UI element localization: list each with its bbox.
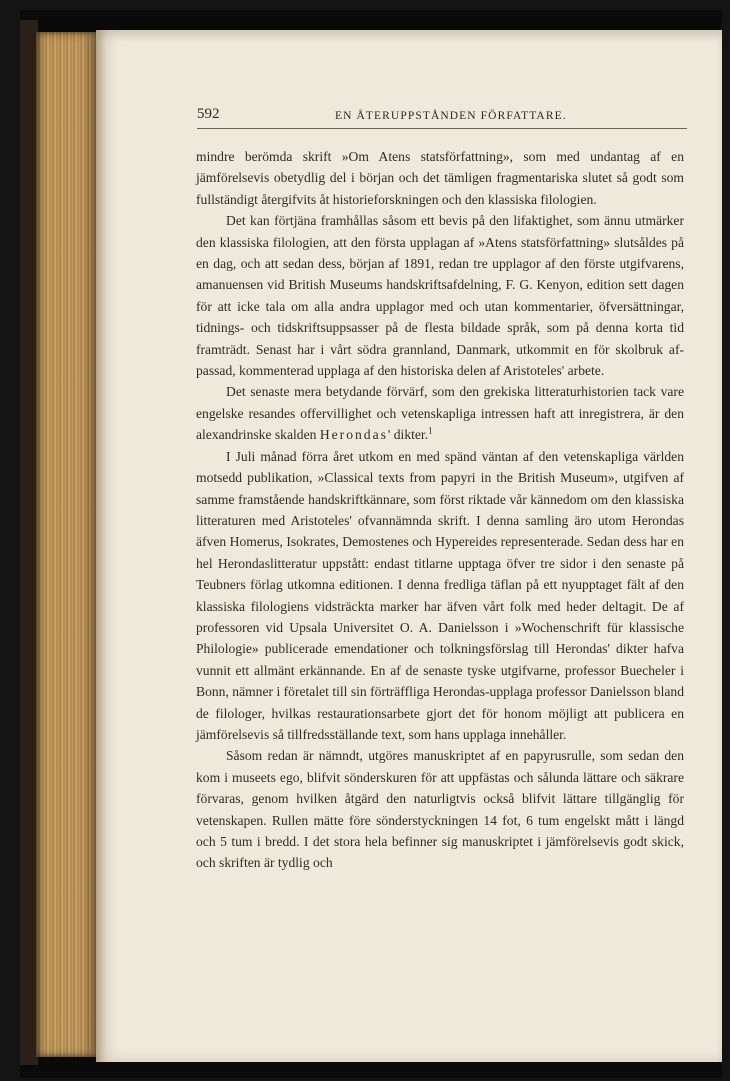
paragraph-3-end: ' dikter.	[387, 427, 429, 443]
paragraph-1: mindre berömda skrift »Om Atens statsförfattning», som med undantag af en jämförelsevis obetydlig del i början och det tämligen fragmentariska slutet så godt som fullständigt återgifvits åt historieforskningen och den klassiska filologien.	[196, 149, 684, 207]
gutter-shadow	[96, 30, 106, 1062]
paragraph-2: Det kan förtjäna framhållas såsom ett bevis på den lifaktighet, som ännu utmärker den klassiska filologien, att den första upplagan af »Atens statsförfattning» slutsåldes på en dag, och att sedan dess, början af 1891, redan tre upplagor af den förste utgifvarens, amanuensen vid British Museums handskriftsafdelning, F. G. Kenyon, edition sett dagen för att icke tala om alla andra upplagor med och utan kommentarier, öfversättningar, tidnings- och tidskriftsuppsasser på de flesta bildade språk, som på denna korta tid framträdt. Senast har i vårt södra grannland, Danmark, utkommit en för skolbruk afpassad, kommenterad upplaga af den historiska delen af Aristoteles' arbete.	[196, 213, 684, 379]
poet-name: Herondas	[319, 427, 388, 443]
page-edges	[36, 32, 96, 1057]
paragraph-5: Såsom redan är nämndt, utgöres manuskriptet af en papyrusrulle, som sedan den kom i museets ego, blifvit sönderskuren för att uppfästas och sålunda lättare och säkrare förvaras, genom hvilken åtgärd den naturligtvis också blifvit lättare tillgänglig för vetenskapen. Rullen mätte före sönderstyckningen 14 fot, 6 tum engelskt mått i längd och 5 tum i bredd. I det stora hela befinner sig manuskriptet i jämförelsevis godt skick, och skriften är tydlig och	[196, 748, 684, 871]
paragraph-4: I Juli månad förra året utkom en med spänd väntan af den vetenskapliga världen motsedd publikation, »Classical texts from papyri in the British Museum», utgifven af samme framstående handskriftkännare, som först riktade vår kännedom om den klassiska litteraturen med Aristoteles' ofvannämnda skrift. I denna samling äro utom Herondas äfven Homerus, Isokrates, Demostenes och Hypereides representerade. Sedan dess har en hel Herondaslitteratur uppstått: endast titlarne upptaga öfver tre sidor i den senaste på Teubners förlag utkomna editionen. I denna fredliga täflan på ett nyupptaget fält af den klassiska filologiens vidsträckta marker har äfven vårt folk med heder deltagit. De af professoren vid Upsala Universitet O. A. Danielsson i »Wochenschrift für klassische Philologie» publicerade emendationer och tolkningsförslag till Herondas' dikter hafva vunnit ett allmänt erkännande. En af de senaste tyske utgifvarne, professor Buecheler i Bonn, nämner i företalet till sin förträffliga Herondas-upplaga professor Danielsson bland de filologer, hvilkas restaurationsarbete gjort det för honom möjligt att publicera en jämförelsevis så tillfredsställande text, som hans upplaga innehåller.	[196, 448, 684, 742]
running-head	[197, 106, 687, 129]
paragraph-3	[196, 381, 684, 445]
footnote-mark: 1	[428, 425, 433, 436]
paragraph-3-text: Det senaste mera betydande förvärf, som den grekiska litteraturhistorien tack vare engelske resandes offervillighet och vetenskapliga intressen haft att inregistrera, är den alexandrinske skalden	[196, 384, 684, 443]
chapter-title: EN ÅTERUPPSTÅNDEN FÖRFATTARE.	[335, 110, 567, 122]
body-text	[196, 146, 684, 874]
page-number: 592	[197, 106, 220, 122]
